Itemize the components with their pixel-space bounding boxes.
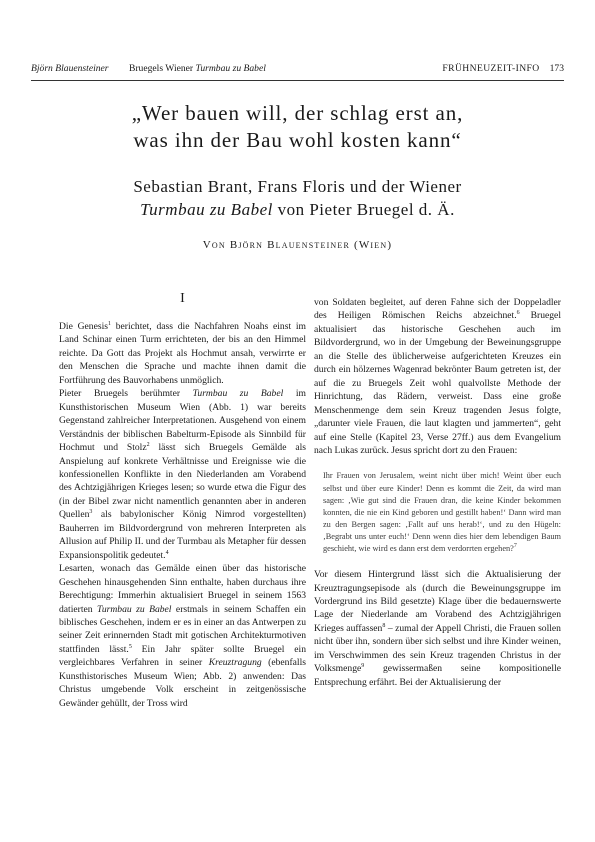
footnote-ref[interactable]: 6 xyxy=(516,310,520,317)
footnote-ref[interactable]: 7 xyxy=(513,543,517,549)
running-header-right xyxy=(442,62,564,76)
footnote-ref[interactable]: 5 xyxy=(128,643,132,650)
footnote-ref[interactable]: 2 xyxy=(146,442,150,449)
article-subtitle xyxy=(40,175,555,221)
running-header-author: Björn Blauensteiner xyxy=(31,63,109,74)
right-column xyxy=(314,296,561,689)
subtitle-line-2: Turmbau zu Babel von Pieter Bruegel d. Ä. xyxy=(140,200,455,219)
paragraph: Die Genesis$^1$ berichtet, dass die Nachfahren Noahs einst im Land Schinar einen Turm errichteten, der bis an den Himmel reichte. Da Gott das Projekt als Hochmut ansah, verwirrte er den Menschen die Sprache und machte ihnen damit die Fortführung des Bauvorhabens unmöglich. xyxy=(59,321,306,386)
block-quote: Ihr Frauen von Jerusalem, weint nicht über mich! Weint über euch selbst und über eure Kinder! Denn es kommt die Zeit, da wird man sagen: ‚Wie gut sind die Frauen dran, die keine Kinder bekommen konnten, die nie ein Kind geboren und gestillt haben!‘ Dann wird man zu den Bergen sagen: ‚Fallt auf uns herab!‘, und zu den Hügeln: ‚Begrabt uns unter euch!‘ Denn wenn dies hier dem lebendigen Baum geschieht, wie wird es dann erst dem verdorrten ergehen?$^7$ xyxy=(323,471,561,553)
left-column xyxy=(59,291,306,710)
paragraph: Lesarten, wonach das Gemälde einen über das historische Geschehen hinausgehenden Sinn enthalte, haben durchaus ihre Berechtigung: Immerhin aktualisiert Bruegel in seinem 1563 datierten Turmbau zu Babel erstmals in seinem Schaffen ein biblisches Geschehen, indem er es in einer an das Antwerpen zu seiner Zeit erinnernden Stadt mit gotischen Architekturmotiven stattfinden lässt.$^5$ Ein Jahr später sollte Bruegel ein vergleichbares Verfahren in seiner Kreuztragung (ebenfalls Kunsthistorisches Museum Wien; Abb. 2) anwenden: Das Christus umgebende Volk erscheint in zeitgenössische Gewänder gehüllt, der Tross wird xyxy=(59,563,306,709)
footnote-ref[interactable]: 4 xyxy=(165,549,169,556)
page-number: 173 xyxy=(549,63,564,74)
section-number: I xyxy=(180,291,185,306)
footnote-ref[interactable]: 1 xyxy=(107,321,111,327)
paragraph: von Soldaten begleitet, auf deren Fahne sich der Doppeladler des Heiligen Römischen Reichs abzeichnet.$^6$ Bruegel aktualisiert das historische Geschehen auch im Bildvordergrund, wo in der Umgebung der Beweinungsgruppe an die Stelle des üblicherweise aufgerichteten Kreuzes ein durch ein hölzernes Wagenrad bekrönter Baum getreten ist, der auf die zu Bruegels Zeit wohl qualvollste Methode der Hinrichtung, das Rädern, verweist. Dass eine große Menschenmenge dem sein Kreuz tragenden Jesus folgte, „darunter viele Frauen, die laut klagten und jammerten“, geht auf eine Stelle (Kapitel 23, Verse 27ff.) aus dem Evangelium nach Lukas zurück. Jesus spricht dort zu den Frauen: xyxy=(314,297,561,456)
footnote-ref[interactable]: 8 xyxy=(382,622,386,629)
running-header-short-title: Bruegels Wiener Turmbau zu Babel xyxy=(128,63,266,74)
title-line-2: was ihn der Bau wohl kosten kann“ xyxy=(133,128,462,152)
footnote-ref[interactable]: 3 xyxy=(89,509,93,516)
article-title xyxy=(40,100,555,154)
footnote-ref[interactable]: 9 xyxy=(361,663,365,670)
paragraph: Pieter Bruegels berühmter Turmbau zu Babel im Kunsthistorischen Museum Wien (Abb. 1) war bereits Gegenstand zahlreicher Interpretationen. Ausgehend von einem Verständnis der biblischen Babelturm-Episode als Sinnbild für Hochmut und Stolz$^2$ lässt sich Bruegels Gemälde als Anspielung auf konkrete Verhältnisse und Ereignisse wie die konfessionellen Konflikte in den Niederlanden am Vorabend des Achtzigjährigen Krieges lesen; so wurde etwa die Figur des (in der Bibel zwar nicht namentlich genannten aber in anderen Quellen$^3$ als babylonischer König Nimrod vorgestellten) Bauherren im Bildvordergrund von mehreren Interpreten als Allusion auf Philip II. und der Turmbau als Metapher für dessen Expansionspolitik gedeutet.$^4$ xyxy=(59,388,307,561)
paragraph: Vor diesem Hintergrund lässt sich die Aktualisierung der Kreuztragungsepisode als (durch die Beweinungsgruppe im Vordergrund ins Bild gesetzte) Klage über die bedauernswerte Lage der Niederlande am Vorabend des Achtzigjährigen Krieges auffassen$^8$ – zumal der Appell Christi, die Frauen sollen nicht über ihn, sondern über sich selbst und ihre Kinder weinen, im Verschwimmen des sein Kreuz tragenden Christus in der Volksmenge$^9$ gewissermaßen seine kompositionelle Entsprechung erfährt. Bei der Aktualisierung der xyxy=(314,569,561,688)
running-header xyxy=(31,62,564,76)
byline: Von Björn Blauensteiner (Wien) xyxy=(202,239,393,251)
header-rule xyxy=(31,80,564,81)
subtitle-line-1: Sebastian Brant, Frans Floris und der Wiener xyxy=(133,177,462,196)
running-header-left xyxy=(31,62,266,76)
journal-name: FRÜHNEUZEIT-INFO xyxy=(442,63,540,74)
title-line-1: „Wer bauen will, der schlag erst an, xyxy=(131,101,464,125)
